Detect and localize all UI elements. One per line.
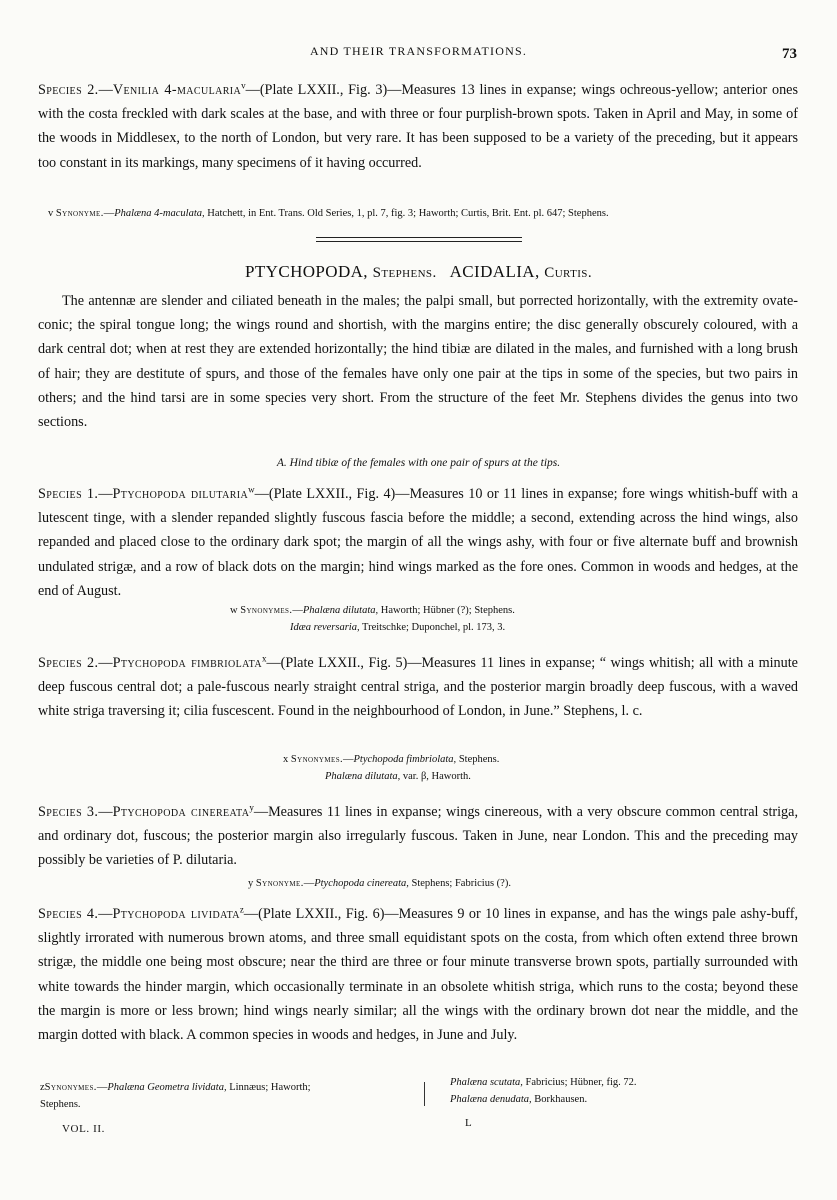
genus-name: PTYCHOPODA, <box>245 262 368 281</box>
genus-description: The antennæ are slender and ciliated beneath in the males; the palpi small, but porrected horizontally, with the extremity ovate-conic; the spiral tongue long; the wings round and shortish, with the margins entire; the disc generally obscurely coloured, with a dark central dot; when at rest they are extended horizontally; the hind tibiæ are dilated in the males, and furnished with a long brush of hair; they are destitute of spurs, and those of the females have only one pair at the tips in some of the species, but two pairs in others; and the hind tarsi are in some species very short. From the structure of the feet Mr. Stephens divides the genus into two sections. <box>38 293 798 431</box>
species-description: —(Plate LXXII., Fig. 3)—Measures 13 lines in expanse; wings ochreous-yellow; anterior ones with the costa freckled with dark scales at the base, and with three or four purplish-brown spots. Taken in April and May, in some of the woods in Middlesex, to the north of London, but very rare. It has been supposed to be a variety of the preceding, but it appears too constant in its markings, many specimens of it having occurred. <box>38 82 799 171</box>
genus-name: ACIDALIA, <box>449 262 540 281</box>
synonym-name: Ptychopoda cinereata, <box>314 878 409 889</box>
species-label: Species 4. <box>38 906 99 922</box>
synonym-line <box>450 1074 800 1091</box>
synonym-line: zSynonymes.—Phalæna Geometra lividata, Linnæus; Haworth; <box>40 1082 311 1093</box>
synonym-line <box>283 768 783 785</box>
footnote-mark: w <box>230 605 238 616</box>
synonymy-label: Synonyme. <box>55 208 104 219</box>
running-head: AND THEIR TRANSFORMATIONS. <box>309 44 528 58</box>
footnote-mark: v <box>48 208 54 219</box>
species-entry-lividata: Species 4.—Ptychopoda lividata$^z$—(Plate LXXII., Fig. 6)—Measures 9 or 10 lines in expanse, and has the wings pale ashy-buff, slightly irrorated with numerous brown atoms, and three small equidistant spots on the costa, from which often extend three brown strigæ, the middle one being most obscure; near the third are three or four minute transverse brown spots, partially surrounded with white towards the hinder margin, which occasionally terminate in an obsolete whitish striga, which runs to the costa; beyond these the margin is more or less brown; hind wings nearly similar; all the wings with the ordinary brown dot near the middle, and the margin dotted with black. A common species in woods and hedges, in June and July. <box>38 904 799 1044</box>
synonym-line <box>450 1091 800 1108</box>
signature-mark: L <box>465 1117 472 1129</box>
species-entry-dilutaria: Species 1.—Ptychopoda dilutaria$^w$—(Plate LXXII., Fig. 4)—Measures 10 or 11 lines in expanse; fore wings whitish-buff with a lutescent tinge, with a slender repanded slightly fuscous fascia before the middle; a second, extending across the hind wings, also repanded and placed close to the ordinary dark spot; the margin of all the wings ashy, with four or five alternate buff and brownish undulated strigæ, and a row of black dots on the margin; hind wings marked as the fore ones. Common in woods and hedges, at the end of August. <box>38 484 798 599</box>
synonym-name: Phalæna Geometra lividata, <box>107 1082 227 1093</box>
genus-authority: Curtis. <box>544 265 592 281</box>
synonymy-label: Synonymes. <box>290 754 344 765</box>
synonymy-label: Synonymes. <box>44 1082 97 1093</box>
divider-rule <box>316 237 522 238</box>
page-number: 73 <box>782 46 797 62</box>
synonymy-cinereata: y Synonyme.—Ptychopoda cinereata, Stephens; Fabricius (?). <box>248 878 511 889</box>
synonym-name: Ptychopoda fimbriolata, <box>353 754 457 765</box>
species-description: —(Plate LXXII., Fig. 6)—Measures 9 or 10 lines in expanse, and has the wings pale ashy-buff, slightly irrorated with numerous brown atoms, and three small equidistant spots on the costa, from which often extend three brown strigæ, the middle one being most obscure; near the third are three or four minute transverse brown spots, partially surrounded with white towards the hinder margin, which occasionally terminate in an obsolete whitish striga, which runs to the costa; beyond these the margin is more or less brown; hind wings nearly similar; all the wings with the ordinary brown dot near the middle, and the margin dotted with black. A common species in woods and hedges, in June and July. <box>38 906 799 1044</box>
synonym-name: Phalæna denudata, <box>450 1094 532 1105</box>
synonym-authority: Hatchett, in Ent. Trans. Old Series, 1, pl. 7, fig. 3; Haworth; Curtis, Brit. Ent. pl. 647; Stephens. <box>207 208 609 219</box>
species-label: Species 1. <box>38 486 99 502</box>
footnote-mark: y <box>249 802 254 813</box>
species-name: Ptychopoda lividata <box>112 906 240 922</box>
footnote-mark: z <box>40 1082 45 1093</box>
synonym-name: Phalæna 4-maculata, <box>114 208 205 219</box>
synonym-authority: Haworth; Hübner (?); Stephens. <box>380 605 515 616</box>
synonym-name: Phalæna dilutata, <box>325 771 401 782</box>
species-name: Ptychopoda dilutaria <box>112 486 249 502</box>
synonym-authority: Stephens. <box>458 754 500 765</box>
footnote-mark: x <box>261 653 267 664</box>
species-name: Venilia 4-macularia <box>112 82 242 98</box>
genus-heading <box>0 262 837 282</box>
column-divider <box>424 1082 425 1106</box>
synonym-authority: Treitschke; Duponchel, pl. 173, 3. <box>362 622 506 633</box>
synonym-name: Phalæna dilutata, <box>302 605 379 616</box>
synonymy-venilia: v Synonyme.—Phalæna 4-maculata, Hatchett, in Ent. Trans. Old Series, 1, pl. 7, fig. 3; Haworth; Curtis, Brit. Ent. pl. 647; Stephens. <box>48 208 609 219</box>
volume-marker: VOL. II. <box>62 1123 105 1135</box>
synonymy-dilutaria <box>230 602 790 636</box>
species-entry-fimbriolata: Species 2.—Ptychopoda fimbriolata$^x$—(Plate LXXII., Fig. 5)—Measures 11 lines in expanse; “ wings whitish; all with a minute deep fuscous central dot; a pale-fuscous nearly straight central striga, and the posterior margin broadly deep fuscous, with a waved white striga traversing it; cilia fuscescent. Found in the neighbourhood of London, in June.” Stephens, l. c. <box>38 653 798 720</box>
footnote-mark: v <box>241 80 246 91</box>
synonym-line: w Synonymes.—Phalæna dilutata, Haworth; Hübner (?); Stephens. <box>230 605 515 616</box>
divider-rule <box>316 241 522 242</box>
footnote-mark: y <box>248 878 254 889</box>
synonym-authority: Fabricius; Hübner, fig. 72. <box>525 1077 637 1088</box>
species-entry-venilia: Species 2.—Venilia 4-macularia$^v$—(Plate LXXII., Fig. 3)—Measures 13 lines in expanse; wings ochreous-yellow; anterior ones with the costa freckled with dark scales at the base, and with three or four purplish-brown spots. Taken in April and May, in some of the woods in Middlesex, to the north of London, but very rare. It has been supposed to be a variety of the preceding, but it appears too constant in its markings, many specimens of it having occurred. <box>38 80 799 171</box>
synonym-line: Stephens. <box>40 1099 81 1110</box>
species-label: Species 2. <box>38 655 99 671</box>
synonym-authority: Stephens; Fabricius (?). <box>411 878 511 889</box>
species-label: Species 2. <box>38 82 99 98</box>
synonym-name: Phalæna scutata, <box>450 1077 523 1088</box>
synonym-authority: Borkhausen. <box>534 1094 588 1105</box>
synonymy-fimbriolata <box>283 751 783 785</box>
species-description: —(Plate LXXII., Fig. 4)—Measures 10 or 11 lines in expanse; fore wings whitish-buff with a lutescent tinge, with a slender repanded slightly fuscous fascia before the middle; a second, extending across the hind wings, also repanded and placed close to the ordinary dark spot; the margin of all the wings ashy, with four or five alternate buff and brownish undulated strigæ, and a row of black dots on the margin; hind wings marked as the fore ones. Common in woods and hedges, at the end of August. <box>38 486 798 599</box>
genus-authority: Stephens. <box>372 265 437 281</box>
synonym-authority: var. β, Haworth. <box>402 771 471 782</box>
species-name: Ptychopoda cinereata <box>112 804 250 820</box>
synonymy-lividata-right <box>450 1074 800 1108</box>
species-label: Species 3. <box>38 804 99 820</box>
section-heading: A. Hind tibiæ of the females with one pair of spurs at the tips. <box>276 457 561 469</box>
footnote-mark: w <box>248 484 255 495</box>
species-description: —(Plate LXXII., Fig. 5)—Measures 11 lines in expanse; “ wings whitish; all with a minute deep fuscous central dot; a pale-fuscous nearly straight central striga, and the posterior margin broadly deep fuscous, with a waved white striga traversing it; cilia fuscescent. Found in the neighbourhood of London, in June.” Stephens, l. c. <box>38 655 798 720</box>
footnote-mark: z <box>239 904 244 915</box>
synonymy-label: Synonymes. <box>240 605 293 616</box>
footnote-mark: x <box>283 754 289 765</box>
synonym-authority: Linnæus; Haworth; <box>229 1082 311 1093</box>
synonym-line: x Synonymes.—Ptychopoda fimbriolata, Stephens. <box>283 754 500 765</box>
species-entry-cinereata: Species 3.—Ptychopoda cinereata$^y$—Measures 11 lines in expanse; wings cinereous, with a very obscure common central striga, and ordinary dot, fuscous; the posterior margin also irregularly fuscous. Taken in June, near London. This and the preceding may possibly be varieties of P. dilutaria. <box>38 802 798 869</box>
synonym-name: Idæa reversaria, <box>290 622 360 633</box>
synonym-line <box>230 619 790 636</box>
synonymy-lividata-left <box>40 1079 420 1113</box>
species-description: —Measures 11 lines in expanse; wings cinereous, with a very obscure common central striga, and ordinary dot, fuscous; the posterior margin also irregularly fuscous. Taken in June, near London. This and the preceding may possibly be varieties of P. dilutaria. <box>38 804 798 869</box>
synonymy-label: Synonyme. <box>255 878 304 889</box>
species-name: Ptychopoda fimbriolata <box>112 655 262 671</box>
